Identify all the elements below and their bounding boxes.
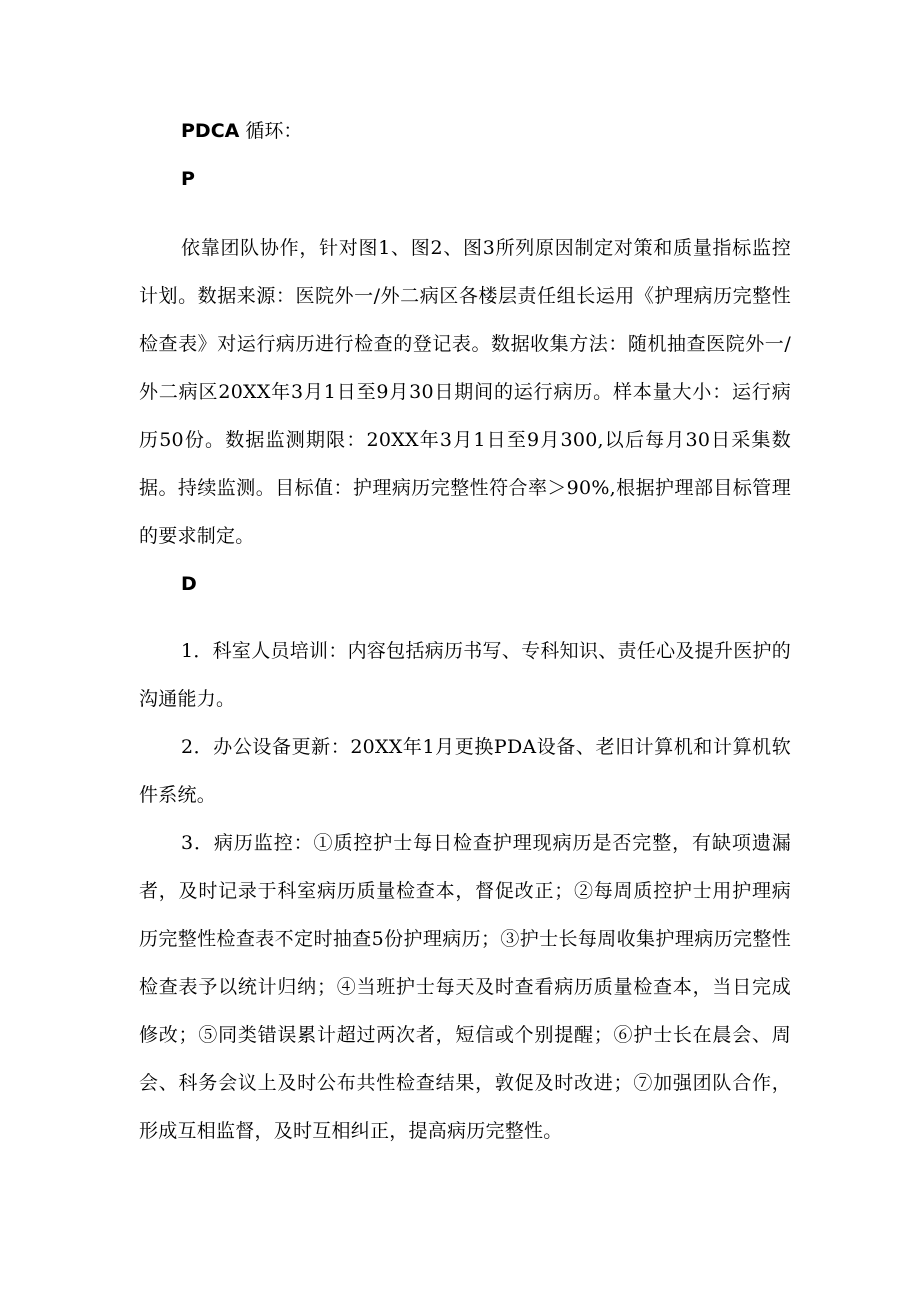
- section-d-item-1: 1．科室人员培训：内容包括病历书写、专科知识、责任心及提升医护的沟通能力。: [139, 640, 791, 710]
- section-p-label: P: [181, 168, 195, 190]
- section-p-heading: [181, 166, 195, 192]
- section-d-item-3: 3．病历监控：①质控护士每日检查护理现病历是否完整，有缺项遗漏者，及时记录于科室病历质量检查本，督促改正；②每周质控护士用护理病历完整性检查表不定时抽查5份护理病历；③护士长每周收集护理病历完整性检查表予以统计归纳；④当班护士每天及时查看病历质量检查本，当日完成修改；⑤同类错误累计超过两次者，短信或个别提醒；⑥护士长在晨会、周会、科务会议上及时公布共性检查结果，敦促及时改进；⑦加强团队合作，形成互相监督，及时互相纠正，提高病历完整性。: [139, 832, 791, 1142]
- section-d-label: D: [181, 573, 197, 595]
- section-d-heading: [181, 571, 197, 597]
- section-d-item-2: 2．办公设备更新：20XX年1月更换PDA设备、老旧计算机和计算机软件系统。: [139, 736, 791, 806]
- title-chinese: 循环：: [245, 120, 303, 142]
- title-latin: PDCA: [181, 120, 240, 142]
- section-p-paragraph: 依靠团队协作，针对图1、图2、图3所列原因制定对策和质量指标监控计划。数据来源：医院外一/外二病区各楼层责任组长运用《护理病历完整性检查表》对运行病历进行检查的登记表。数据收集方法：随机抽查医院外一/外二病区20XX年3月1日至9月30日期间的运行病历。样本量大小：运行病历50份。数据监测期限：20XX年3月1日至9月300,以后每月30日采集数据。持续监测。目标值：护理病历完整性符合率＞90%,根据护理部目标管理的要求制定。: [139, 237, 791, 547]
- document-title: [181, 118, 302, 144]
